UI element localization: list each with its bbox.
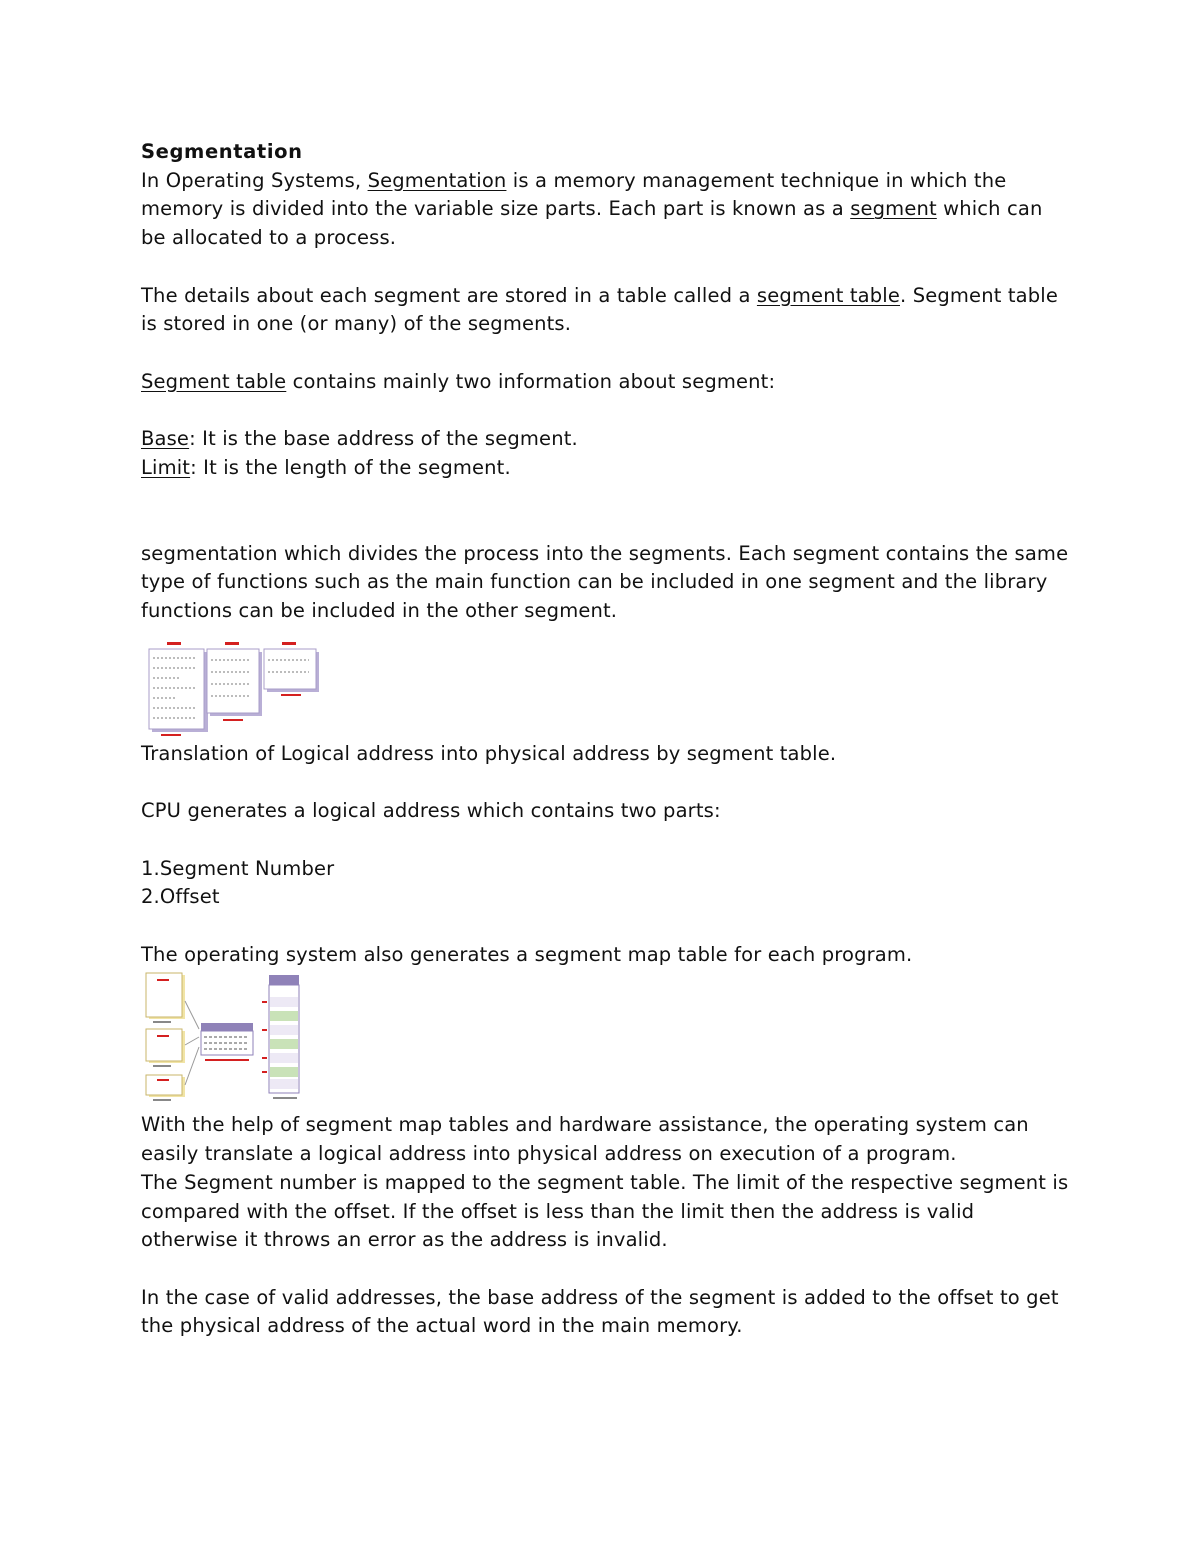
- memory-caption: [273, 1097, 297, 1099]
- spacer: [141, 339, 1071, 368]
- segment-panel: [207, 649, 259, 713]
- intro-text-2: is a memory management technique in which the memory is divided into the variable size parts. Each part is known as a: [141, 168, 1007, 221]
- segment-caption-mark: [223, 719, 243, 721]
- spacer: [141, 826, 1071, 855]
- segment-panel: [264, 649, 316, 689]
- spacer: [141, 912, 1071, 941]
- segment-label-mark: [167, 642, 181, 645]
- spacer: [141, 482, 1071, 539]
- mapped-paragraph: The Segment number is mapped to the segment table. The limit of the respective segment is compared with the offset. If the offset is less than the limit then the address is valid otherwise it throws an error as the address is invalid.: [141, 1170, 1069, 1252]
- intro-paragraph: [141, 167, 1071, 253]
- page-title: Segmentation: [141, 140, 303, 163]
- spacer: [141, 1255, 1071, 1284]
- segment-label-mark: [225, 642, 239, 645]
- segment-block-label: [157, 1035, 169, 1037]
- spacer: [141, 396, 1071, 425]
- translation-caption: Translation of Logical address into physical address by segment table.: [141, 741, 837, 765]
- base-text: : It is the base address of the segment.: [189, 426, 578, 450]
- base-line: [141, 425, 1071, 454]
- segments-diagram: [141, 640, 321, 740]
- base-link[interactable]: Base: [141, 426, 190, 450]
- cpu-paragraph: CPU generates a logical address which contains two parts:: [141, 799, 721, 823]
- spacer: [141, 769, 1071, 798]
- segment-block-label: [157, 1079, 169, 1081]
- contains-text: contains mainly two information about segment:: [286, 369, 776, 393]
- segment-block: [146, 1075, 182, 1095]
- document-page: [141, 138, 1071, 1341]
- memory-header: [269, 975, 299, 985]
- segment-map-diagram: [141, 971, 306, 1111]
- divides-paragraph: segmentation which divides the process into the segments. Each segment contains the same type of functions such as the main function can be included in one segment and the library functions can be included in the other segment.: [141, 541, 1069, 623]
- part-1: 1.Segment Number: [141, 856, 335, 880]
- map-table-paragraph: The operating system also generates a segment map table for each program.: [141, 942, 913, 966]
- segmentation-link[interactable]: Segmentation: [367, 168, 507, 192]
- details-text-1: The details about each segment are stored in a table called a: [141, 283, 757, 307]
- segment-label-mark: [282, 642, 296, 645]
- contains-paragraph: [141, 368, 1071, 397]
- segment-block-label: [157, 979, 169, 981]
- segment-block: [146, 1029, 182, 1061]
- intro-text-3: which can be allocated to a process.: [141, 197, 1043, 250]
- limit-link[interactable]: Limit: [141, 455, 191, 479]
- segment-caption-mark: [161, 734, 181, 736]
- segment-caption-mark: [281, 694, 301, 696]
- segment-link[interactable]: segment: [850, 197, 937, 221]
- segment-table-link[interactable]: segment table: [756, 283, 900, 307]
- details-text-2: . Segment table is stored in one (or many) of the segments.: [141, 283, 1058, 336]
- part-2: 2.Offset: [141, 885, 220, 909]
- segment-table-header: [201, 1023, 253, 1031]
- help-paragraph: With the help of segment map tables and hardware assistance, the operating system can easily translate a logical address into physical address on execution of a program.: [141, 1113, 1029, 1166]
- intro-text-1: In Operating Systems,: [141, 168, 368, 192]
- details-paragraph: [141, 282, 1071, 339]
- segments-diagram-image: [141, 640, 321, 740]
- limit-text: : It is the length of the segment.: [190, 455, 511, 479]
- valid-paragraph: In the case of valid addresses, the base address of the segment is added to the offset to get the physical address of the actual word in the main memory.: [141, 1285, 1059, 1338]
- segment-panel: [149, 649, 204, 729]
- limit-line: [141, 454, 1071, 483]
- segment-table-caption: [205, 1059, 249, 1061]
- segment-map-diagram-image: [141, 971, 306, 1111]
- spacer: [141, 253, 1071, 282]
- segment-table-link-2[interactable]: Segment table: [141, 369, 287, 393]
